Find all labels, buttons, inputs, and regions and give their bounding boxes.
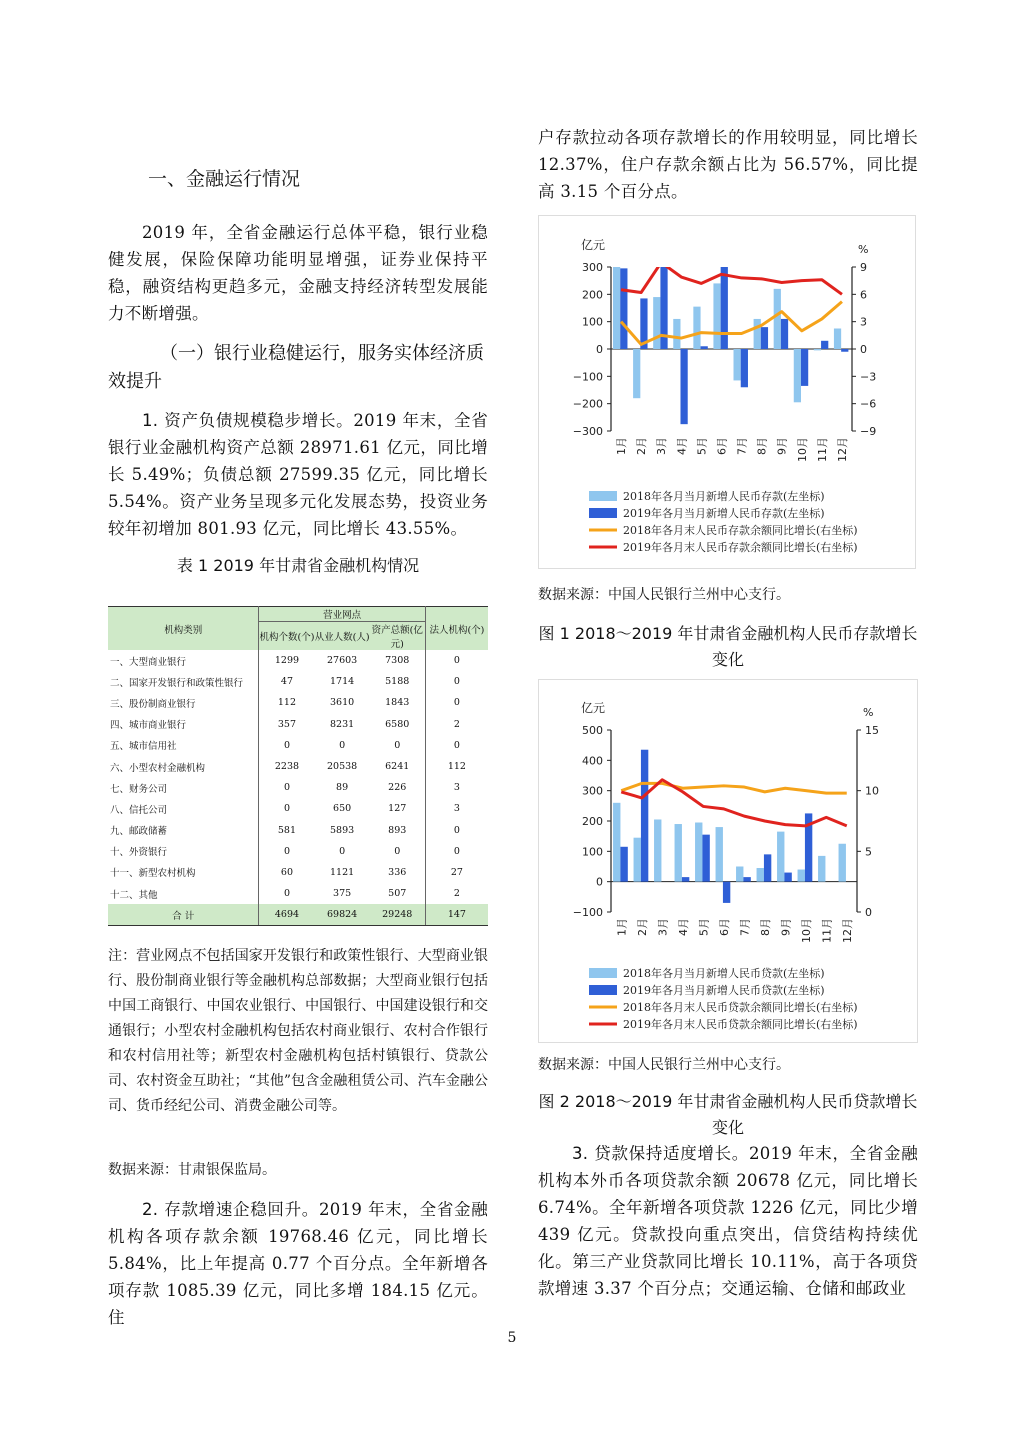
header-staff: 从业人数(人) (315, 622, 370, 651)
header-count: 机构个数(个) (259, 622, 315, 651)
bar-2018 (798, 870, 805, 882)
table-row (108, 671, 488, 692)
bar-2018 (777, 832, 784, 882)
table-cell-b: 375 (333, 888, 352, 900)
y-tick-label: −300 (572, 425, 603, 438)
table-cell-d: 147 (425, 904, 488, 926)
table-cell-a: 0 (283, 782, 290, 794)
bar-2019 (741, 349, 748, 387)
table-cell-b: 0 (339, 845, 346, 857)
y2-tick-label: 10 (865, 784, 879, 798)
table-cell-c: 336 (370, 862, 426, 883)
y-tick-label: 200 (582, 815, 603, 828)
bar-2018 (757, 868, 764, 882)
bar-2018 (734, 349, 741, 380)
section-title: 一、金融运行情况 (148, 168, 301, 190)
table-row (108, 883, 488, 904)
y-axis-unit: 亿元 (581, 701, 606, 715)
table-cell-name: 十一、新型农村机构 (108, 862, 259, 883)
bar-2018 (613, 803, 620, 882)
x-tick-label: 7月 (738, 918, 752, 936)
paragraph-deposits (108, 1196, 488, 1331)
table-cell-a: 4694 (259, 904, 315, 926)
table-cell-name: 合 计 (108, 904, 259, 926)
paragraph-loans (538, 1140, 918, 1302)
bar-2019 (781, 319, 788, 349)
bar-2018 (794, 349, 801, 402)
bar-2019 (761, 327, 768, 349)
y2-tick-label: 3 (860, 315, 867, 329)
header-category: 机构类别 (108, 607, 259, 651)
table-cell-d: 2 (453, 888, 460, 900)
table-cell-name: 十二、其他 (108, 883, 259, 904)
line-2019 (621, 262, 842, 294)
fig2-source: 数据来源：中国人民银行兰州中心支行。 (538, 1057, 790, 1073)
bar-2018 (675, 824, 682, 882)
table-cell-name: 二、国家开发银行和政策性银行 (108, 671, 259, 692)
x-tick-label: 11月 (815, 437, 829, 462)
table-cell-d: 0 (453, 676, 460, 688)
table-cell-a: 0 (283, 803, 290, 815)
y-tick-label: −100 (572, 906, 603, 919)
table-cell-d: 0 (453, 824, 460, 836)
x-tick-label: 1月 (615, 437, 629, 455)
table-cell-c: 0 (370, 841, 426, 862)
table-cell-name: 三、股份制商业银行 (108, 692, 259, 713)
bar-2018 (736, 867, 743, 882)
bar-2019 (721, 267, 728, 349)
table-cell-a: 1299 (274, 655, 300, 667)
y2-tick-label: 0 (860, 343, 867, 356)
table-cell-c: 6580 (370, 714, 426, 735)
bars-group (613, 262, 848, 425)
bar-2018 (814, 349, 821, 350)
subsection-title: （一）银行业稳健运行，服务实体经济质效提升 (108, 343, 484, 392)
table-row (108, 735, 488, 756)
bar-2018 (834, 329, 841, 350)
y2-tick-label: −9 (860, 425, 877, 438)
table-cell-c: 5188 (370, 671, 426, 692)
intro-paragraph: 2019 年，全省金融运行总体平稳，银行业稳健发展，保险保障功能明显增强，证券业保持平稳，融资结构更趋多元，金融支持经济转型发展能力不断增强。 (108, 223, 488, 323)
table-cell-d: 2 (453, 718, 460, 730)
y-tick-label: 300 (582, 784, 603, 798)
legend-swatch (589, 968, 617, 978)
y-tick-label: 400 (582, 754, 603, 768)
x-tick-label: 10月 (799, 918, 813, 943)
bar-2018 (695, 823, 702, 882)
x-tick-label: 4月 (675, 437, 689, 455)
bar-2019 (702, 835, 709, 882)
x-tick-label: 12月 (840, 918, 854, 943)
loan-chart (538, 679, 918, 1043)
table-cell-d: 112 (447, 761, 466, 773)
table-cell-name: 九、邮政储蓄 (108, 820, 259, 841)
bar-2018 (693, 307, 700, 349)
table-row (108, 777, 488, 798)
x-tick-label: 9月 (779, 918, 793, 936)
bar-2019 (680, 349, 687, 424)
institutions-table (108, 606, 488, 926)
page-number: 5 (507, 1330, 517, 1346)
table-total-row (108, 904, 488, 926)
bar-2019 (620, 847, 627, 882)
table-cell-name: 五、城市信用社 (108, 735, 259, 756)
x-tick-label: 8月 (758, 918, 772, 936)
table-cell-a: 581 (277, 824, 297, 836)
y-tick-label: 500 (582, 724, 603, 737)
x-tick-label: 2月 (635, 437, 649, 455)
y-tick-label: −100 (572, 370, 603, 384)
bar-2018 (754, 319, 761, 349)
table-cell-b: 650 (333, 803, 352, 815)
paragraph-loans-body: 2019 年末，全省金融机构本外币各项贷款余额 20678 亿元，同比增长 6.74%。全年新增各项贷款 1226 亿元，同比少增 439 亿元。贷款投向重点突出，信贷结构持续优化。第三产业贷款同比增长 10.11%，高于各项贷款增速 3.37 个百分点；交通运输、仓储和邮政业 (538, 1144, 918, 1298)
legend-swatch (589, 508, 617, 518)
paragraph-loans-heading: 3. 贷款保持适度增长。 (572, 1144, 749, 1163)
legend-label: 2019年各月当月新增人民币贷款(左坐标) (623, 984, 825, 997)
table-cell-a: 47 (280, 676, 293, 688)
paragraph-deposits-body: 2019 年末，全省金融机构各项存款余额 19768.46 亿元，同比增长 5.84%，比上年提高 0.77 个百分点。全年新增各项存款 1085.39 亿元，同比多增 184.15 亿元。住 (108, 1200, 488, 1327)
bar-2018 (839, 844, 846, 882)
y2-axis-unit: % (863, 706, 874, 719)
legend-label: 2018年各月末人民币存款余额同比增长(右坐标) (623, 524, 858, 537)
bar-2018 (713, 283, 720, 349)
y2-tick-label: −6 (860, 397, 877, 411)
table-cell-c: 127 (370, 798, 426, 819)
y-tick-label: 200 (582, 288, 603, 302)
paragraph-assets-body: 2019 年末，全省银行业金融机构资产总额 28971.61 亿元，同比增长 5.49%；负债总额 27599.35 亿元，同比增长 5.54%。资产业务呈现多元化发展态势，投资业务较年初增加 801.93 亿元，同比增长 43.55%。 (108, 411, 488, 538)
table-cell-b: 89 (336, 782, 349, 794)
table-row (108, 714, 488, 735)
bar-2018 (613, 262, 620, 349)
x-tick-label: 12月 (835, 437, 849, 462)
table-row (108, 841, 488, 862)
table-cell-c: 7308 (370, 650, 426, 671)
table-cell-c: 6241 (370, 756, 426, 777)
y2-tick-label: 0 (865, 906, 872, 919)
table-cell-b: 1714 (330, 676, 355, 688)
fig1-source: 数据来源：中国人民银行兰州中心支行。 (538, 587, 790, 603)
table-cell-b: 8231 (330, 718, 355, 730)
y2-axis-unit: % (858, 243, 869, 256)
table-row (108, 798, 488, 819)
table-cell-c: 226 (370, 777, 426, 798)
table-cell-name: 七、财务公司 (108, 777, 259, 798)
bar-2019 (682, 877, 689, 882)
legend-label: 2019年各月末人民币存款余额同比增长(右坐标) (623, 541, 858, 554)
bar-2019 (620, 268, 627, 349)
loan-chart-svg (539, 680, 917, 1042)
table-cell-b: 3610 (330, 697, 355, 709)
bar-2018 (818, 856, 825, 882)
x-tick-label: 5月 (695, 437, 709, 455)
bar-2019 (784, 873, 791, 882)
y-tick-label: 100 (582, 315, 603, 329)
x-tick-label: 6月 (717, 918, 731, 936)
header-assets: 资产总额(亿元) (370, 622, 426, 651)
bar-2019 (801, 349, 808, 386)
fig1-caption: 图 1 2018～2019 年甘肃省金融机构人民币存款增长变化 (538, 624, 918, 669)
fig2-caption: 图 2 2018～2019 年甘肃省金融机构人民币贷款增长变化 (538, 1092, 918, 1137)
bar-2018 (673, 319, 680, 349)
deposit-chart (538, 215, 916, 569)
bar-2018 (654, 819, 661, 881)
legend-swatch (589, 491, 617, 501)
table-cell-a: 0 (283, 845, 290, 857)
x-tick-label: 5月 (697, 918, 711, 936)
bar-2019 (764, 854, 771, 881)
table-cell-a: 0 (283, 739, 290, 751)
bars-group (613, 750, 846, 903)
table-title: 表 1 2019 年甘肃省金融机构情况 (176, 556, 420, 575)
legend-label: 2018年各月当月新增人民币存款(左坐标) (623, 490, 825, 503)
table-cell-a: 112 (277, 697, 297, 709)
y-tick-label: 0 (596, 343, 603, 356)
y2-tick-label: 9 (860, 261, 867, 274)
table-cell-c: 0 (370, 735, 426, 756)
table-cell-name: 一、大型商业银行 (108, 650, 259, 671)
table-row (108, 692, 488, 713)
paragraph-deposits-heading: 2. 存款增速企稳回升。 (142, 1200, 319, 1219)
table-cell-d: 0 (453, 739, 460, 751)
table-cell-a: 60 (280, 866, 293, 878)
x-tick-label: 3月 (655, 437, 669, 455)
table-cell-b: 20538 (326, 761, 358, 773)
table-cell-c: 29248 (370, 904, 426, 926)
y2-tick-label: −3 (860, 370, 877, 384)
bar-2018 (633, 349, 640, 398)
y-axis-unit: 亿元 (581, 238, 606, 252)
paragraph-assets-heading: 1. 资产负债规模稳步增长。 (142, 411, 354, 430)
table-cell-b: 5893 (330, 824, 355, 836)
x-tick-label: 9月 (775, 437, 789, 455)
table-cell-a: 0 (283, 888, 290, 900)
bar-2019 (841, 349, 848, 352)
legend-label: 2019年各月当月新增人民币存款(左坐标) (623, 507, 825, 520)
table-cell-name: 十、外资银行 (108, 841, 259, 862)
y-tick-label: 100 (582, 845, 603, 859)
header-legal: 法人机构(个) (425, 607, 488, 651)
lines-group (621, 780, 847, 826)
table-cell-name: 四、城市商业银行 (108, 714, 259, 735)
bar-2019 (743, 877, 750, 882)
table-cell-c: 507 (370, 883, 426, 904)
table-cell-c: 1843 (370, 692, 426, 713)
x-tick-label: 10月 (795, 437, 809, 462)
bar-2019 (821, 341, 828, 349)
table-cell-d: 0 (453, 655, 460, 667)
legend-label: 2018年各月末人民币贷款余额同比增长(右坐标) (623, 1001, 858, 1014)
table-cell-b: 27603 (326, 655, 358, 667)
bar-2019 (723, 882, 730, 903)
table-cell-d: 0 (453, 845, 460, 857)
x-tick-label: 3月 (656, 918, 670, 936)
table-cell-d: 3 (453, 803, 460, 815)
table-cell-a: 2238 (274, 761, 300, 773)
table-cell-b: 1121 (330, 866, 355, 878)
table-row (108, 862, 488, 883)
table-cell-b: 0 (339, 739, 346, 751)
x-tick-label: 2月 (635, 918, 649, 936)
table-cell-d: 0 (453, 697, 460, 709)
x-tick-label: 1月 (615, 918, 629, 936)
y-tick-label: 0 (596, 875, 603, 889)
table-cell-d: 3 (453, 782, 460, 794)
table-source: 数据来源：甘肃银保监局。 (108, 1162, 276, 1178)
table-cell-b: 69824 (315, 904, 370, 926)
bar-2018 (774, 289, 781, 349)
table-cell-d: 27 (450, 866, 463, 878)
deposit-chart-svg (539, 216, 915, 568)
table-cell-a: 357 (277, 718, 297, 730)
table-row (108, 820, 488, 841)
table-row (108, 756, 488, 777)
x-tick-label: 7月 (735, 437, 749, 455)
legend-label: 2018年各月当月新增人民币贷款(左坐标) (623, 967, 825, 980)
x-tick-label: 6月 (715, 437, 729, 455)
bar-2019 (641, 750, 648, 882)
bar-2018 (634, 838, 641, 882)
bar-2019 (701, 346, 708, 349)
y2-tick-label: 6 (860, 288, 867, 302)
table-note: 注：营业网点不包括国家开发银行和政策性银行、大型商业银行、股份制商业银行等金融机构总部数据；大型商业银行包括中国工商银行、中国农业银行、中国银行、中国建设银行和交通银行；小型农村金融机构包括农村商业银行、农村合作银行和农村信用社等；新型农村金融机构包括村镇银行、贷款公司、农村资金互助社；“其他”包含金融租赁公司、汽车金融公司、货币经纪公司、消费金融公司等。 (108, 948, 488, 1114)
table-cell-name: 八、信托公司 (108, 798, 259, 819)
x-tick-label: 11月 (820, 918, 834, 943)
legend-swatch (589, 985, 617, 995)
table-cell-c: 893 (370, 820, 426, 841)
header-branches: 营业网点 (259, 607, 425, 622)
bar-2018 (653, 297, 660, 349)
legend-label: 2019年各月末人民币贷款余额同比增长(右坐标) (623, 1018, 858, 1031)
paragraph-assets (108, 407, 488, 542)
x-tick-label: 8月 (755, 437, 769, 455)
table-cell-name: 六、小型农村金融机构 (108, 756, 259, 777)
paragraph-deposits-cont: 户存款拉动各项存款增长的作用较明显，同比增长 12.37%，住户存款余额占比为 56.57%，同比提高 3.15 个百分点。 (538, 128, 918, 201)
y-tick-label: 300 (582, 261, 603, 274)
bar-2018 (716, 827, 723, 882)
y2-tick-label: 5 (865, 845, 872, 859)
y2-tick-label: 15 (865, 724, 879, 737)
table-row (108, 650, 488, 671)
y-tick-label: −200 (572, 397, 603, 411)
x-tick-label: 4月 (676, 918, 690, 936)
